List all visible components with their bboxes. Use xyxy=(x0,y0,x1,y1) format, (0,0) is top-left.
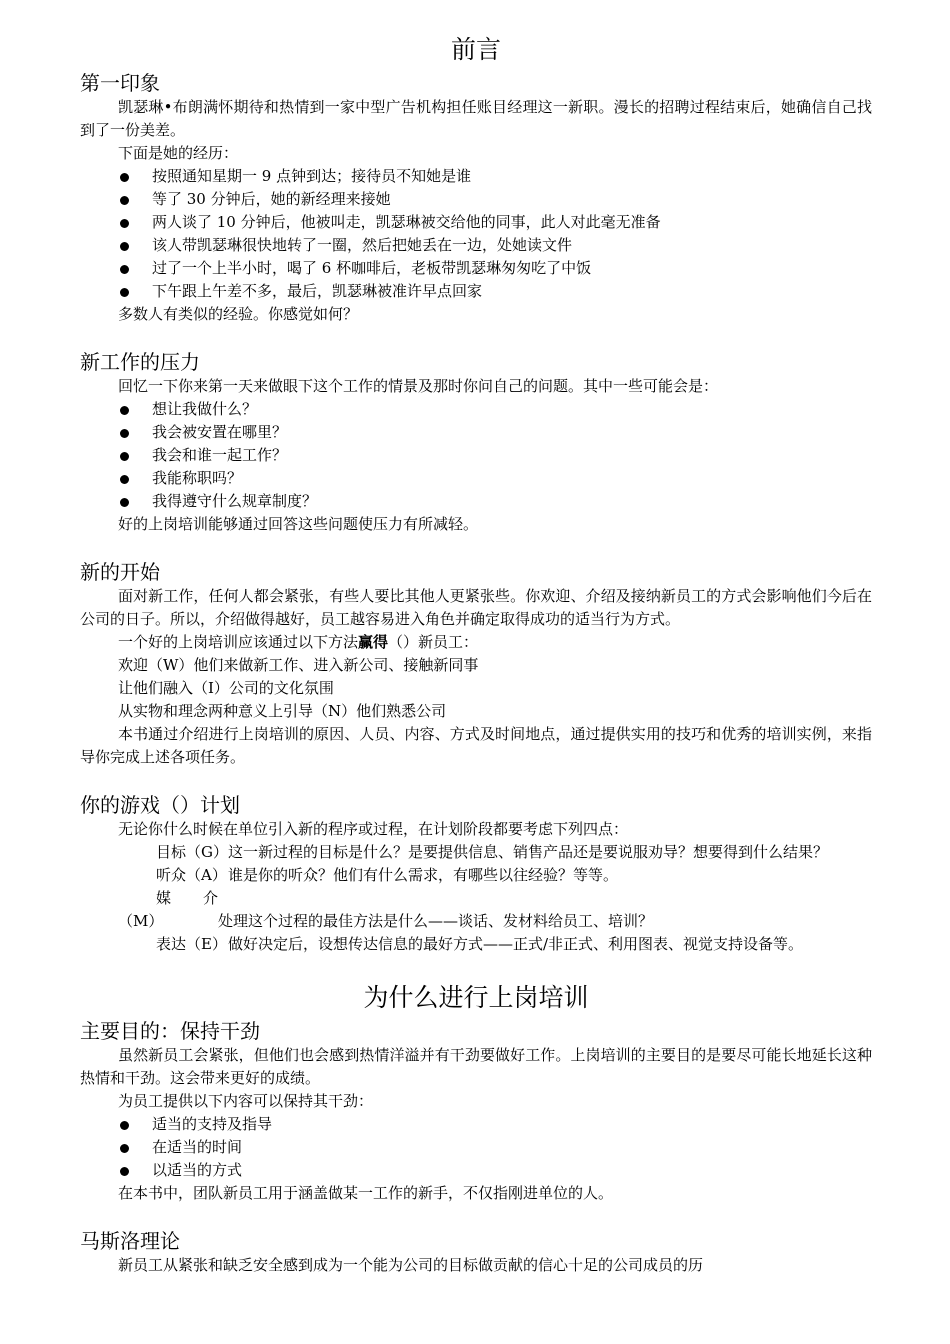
main-goal-lead: 为员工提供以下内容可以保持其干劲： xyxy=(118,1092,374,1110)
main-goal-list xyxy=(80,1113,872,1182)
bullet-icon xyxy=(120,475,129,484)
first-impression-intro: 凯瑟琳•布朗满怀期待和热情到一家中型广告机构担任账目经理这一新职。漫长的招聘过程结束后，她确信自己找到了一份美差。 xyxy=(80,98,872,139)
list-item: 以适当的方式 xyxy=(80,1159,872,1182)
first-impression-closing: 多数人有类似的经验。你感觉如何？ xyxy=(118,305,359,323)
pressure-list xyxy=(80,398,872,513)
bullet-icon xyxy=(120,219,129,228)
bullet-icon xyxy=(120,452,129,461)
bullet-icon xyxy=(120,1121,129,1130)
expression-paragraph: 表达（E）做好决定后，设想传达信息的最好方式——正式/非正式、利用图表、视觉支持设备等。 xyxy=(80,933,872,956)
list-item: 在适当的时间 xyxy=(80,1136,872,1159)
main-goal-heading: 主要目的：保持干劲 xyxy=(80,1019,260,1043)
list-item: 按照通知星期一 9 点钟到达；接待员不知她是谁 xyxy=(80,165,872,188)
bullet-icon xyxy=(120,173,129,182)
list-item: 我能称职吗？ xyxy=(80,467,872,490)
list-item: 我会和谁一起工作？ xyxy=(80,444,872,467)
bullet-icon xyxy=(120,406,129,415)
list-item: 想让我做什么？ xyxy=(80,398,872,421)
audience-term: 听众（A） xyxy=(156,866,227,884)
list-item: 我会被安置在哪里？ xyxy=(80,421,872,444)
list-item: 我得遵守什么规章制度？ xyxy=(80,490,872,513)
list-item: 两人谈了 10 分钟后，他被叫走，凯瑟琳被交给他的同事，此人对此毫无准备 xyxy=(80,211,872,234)
list-item: 等了 30 分钟后，她的新经理来接她 xyxy=(80,188,872,211)
expression-term: 表达（E） xyxy=(156,935,227,953)
bullet-icon xyxy=(120,288,129,297)
pressure-closing: 好的上岗培训能够通过回答这些问题使压力有所减轻。 xyxy=(118,515,479,533)
maslow-heading: 马斯洛理论 xyxy=(80,1229,180,1253)
list-item: 过了一个上半小时，喝了 6 杯咖啡后，老板带凯瑟琳匆匆吃了中饭 xyxy=(80,257,872,280)
first-impression-list xyxy=(80,165,872,303)
new-start-heading: 新的开始 xyxy=(80,560,160,584)
goal-term: 目标（G） xyxy=(156,843,228,861)
maslow-paragraph: 新员工从紧张和缺乏安全感到成为一个能为公司的目标做贡献的信心十足的公司成员的历 xyxy=(118,1256,704,1274)
game-plan-intro: 无论你什么时候在单位引入新的程序或过程，在计划阶段都要考虑下列四点： xyxy=(118,820,629,838)
win-keyword: 赢得 xyxy=(358,633,389,651)
bullet-icon xyxy=(120,1144,129,1153)
list-item: 下午跟上午差不多，最后，凯瑟琳被准许早点回家 xyxy=(80,280,872,303)
list-item: 适当的支持及指导 xyxy=(80,1113,872,1136)
game-plan-heading: 你的游戏（）计划 xyxy=(80,793,240,817)
main-goal-paragraph: 虽然新员工会紧张，但他们也会感到热情洋溢并有干劲要做好工作。上岗培训的主要目的是要尽可能长地延长这种热情和干劲。这会带来更好的成绩。 xyxy=(80,1046,872,1087)
medium-paragraph: 媒介（M） 处理这个过程的最佳方法是什么——谈话、发材料给员工、培训？ xyxy=(80,887,872,933)
preface-title: 前言 xyxy=(450,35,501,64)
pressure-intro: 回忆一下你来第一天来做眼下这个工作的情景及那时你问自己的问题。其中一些可能会是： xyxy=(118,377,719,395)
medium-term: 媒介（M） xyxy=(118,889,218,930)
bullet-icon xyxy=(120,429,129,438)
new-start-paragraph-1: 面对新工作，任何人都会紧张，有些人要比其他人更紧张些。你欢迎、介绍及接纳新员工的方式会影响他们今后在公司的日子。所以，介绍做得越好，员工越容易进入角色并确定取得成功的适当行为方式。 xyxy=(80,587,872,628)
bullet-icon xyxy=(120,242,129,251)
new-start-paragraph-3: 本书通过介绍进行上岗培训的原因、人员、内容、方式及时间地点，通过提供实用的技巧和优秀的培训实例，来指导你完成上述各项任务。 xyxy=(80,725,872,766)
list-item: 该人带凯瑟琳很快地转了一圈，然后把她丢在一边，处她读文件 xyxy=(80,234,872,257)
bullet-icon xyxy=(120,265,129,274)
bullet-icon xyxy=(120,498,129,507)
bullet-icon xyxy=(120,196,129,205)
first-impression-heading: 第一印象 xyxy=(80,71,160,95)
main-goal-closing: 在本书中，团队新员工用于涵盖做某一工作的新手，不仅指刚进单位的人。 xyxy=(118,1184,614,1202)
new-start-paragraph-2: 一个好的上岗培训应该通过以下方法赢得（）新员工： xyxy=(118,633,479,651)
navigate-line: 从实物和理念两种意义上引导（N）他们熟悉公司 xyxy=(118,702,447,720)
integrate-line: 让他们融入（I）公司的文化氛围 xyxy=(118,679,334,697)
welcome-line: 欢迎（W）他们来做新工作、进入新公司、接触新同事 xyxy=(118,656,479,674)
goal-paragraph: 目标（G）这一新过程的目标是什么？是要提供信息、销售产品还是要说服劝导？想要得到什么结果？ xyxy=(80,841,872,864)
pressure-heading: 新工作的压力 xyxy=(80,350,200,374)
first-impression-lead: 下面是她的经历： xyxy=(118,144,239,162)
audience-paragraph: 听众（A）谁是你的听众？他们有什么需求，有哪些以往经验？等等。 xyxy=(80,864,872,887)
document-page xyxy=(80,30,872,1277)
why-title: 为什么进行上岗培训 xyxy=(363,983,589,1012)
bullet-icon xyxy=(120,1167,129,1176)
